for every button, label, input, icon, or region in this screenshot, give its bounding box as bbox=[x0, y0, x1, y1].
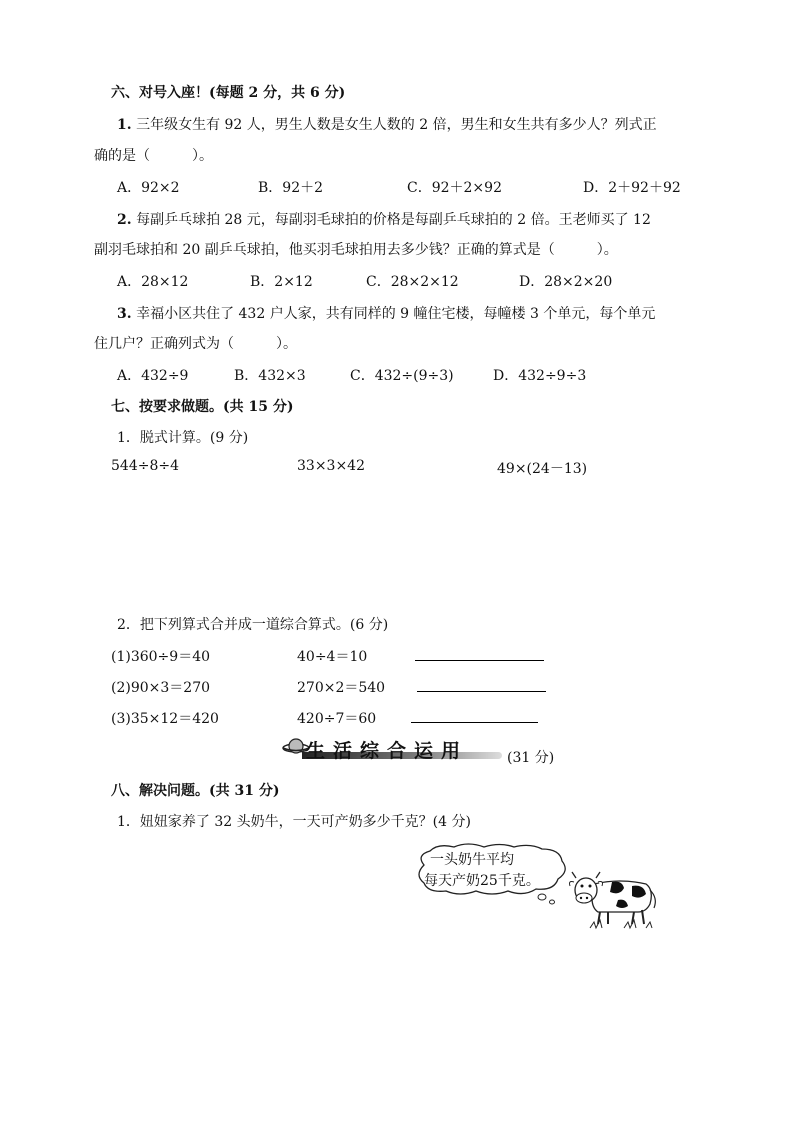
combine-row-2-a: (2)90×3＝270 bbox=[111, 680, 211, 696]
question-text: 三年级女生有 92 人，男生人数是女生人数的 2 倍，男生和女生共有多少人？列式正 bbox=[136, 117, 657, 133]
cow-icon bbox=[560, 868, 660, 930]
q2-option-b: B．2×12 bbox=[250, 274, 313, 290]
question-3-line-1 bbox=[117, 303, 655, 323]
banner-score: (31 分) bbox=[507, 750, 555, 766]
calc-expr-3: 49×(24－13) bbox=[497, 461, 588, 477]
q1-option-b: B．92＋2 bbox=[258, 180, 324, 196]
question-number: 1. bbox=[117, 117, 132, 133]
combine-label: 2．把下列算式合并成一道综合算式。(6 分) bbox=[117, 617, 389, 633]
answer-blank-3[interactable] bbox=[411, 722, 538, 723]
question-text: 每副乒乓球拍 28 元，每副羽毛球拍的价格是每副乒乓球拍的 2 倍。王老师买了 12 bbox=[136, 212, 651, 228]
question-3-line-2: 住几户？正确列式为（ ）。 bbox=[94, 336, 297, 352]
section-banner bbox=[282, 734, 512, 766]
question-1-line-2: 确的是（ ）。 bbox=[94, 148, 213, 164]
q3-option-b: B．432×3 bbox=[234, 368, 306, 384]
section-7-title: 七、按要求做题。(共 15 分) bbox=[111, 399, 294, 415]
calc-label: 1．脱式计算。(9 分) bbox=[117, 430, 249, 446]
question-1-line-1 bbox=[117, 114, 657, 134]
question-number: 2. bbox=[117, 212, 132, 228]
q2-option-a: A．28×12 bbox=[117, 274, 189, 290]
question-number: 3. bbox=[117, 306, 132, 322]
bubble-line-1: 一头奶牛平均 bbox=[430, 852, 514, 868]
combine-row-3-b: 420÷7＝60 bbox=[297, 711, 377, 727]
answer-blank-2[interactable] bbox=[417, 691, 546, 692]
question-text: 幸福小区共住了 432 户人家，共有同样的 9 幢住宅楼，每幢楼 3 个单元，每个单元 bbox=[136, 306, 656, 322]
calc-expr-2: 33×3×42 bbox=[297, 458, 365, 474]
problem-1-text: 1．妞妞家养了 32 头奶牛，一天可产奶多少千克？(4 分) bbox=[117, 814, 471, 830]
q3-option-d: D．432÷9÷3 bbox=[493, 368, 587, 384]
q1-option-d: D．2＋92＋92 bbox=[583, 180, 681, 196]
calc-expr-1: 544÷8÷4 bbox=[111, 458, 179, 474]
combine-row-1-a: (1)360÷9＝40 bbox=[111, 649, 211, 665]
combine-row-3-a: (3)35×12＝420 bbox=[111, 711, 219, 727]
q3-option-a: A．432÷9 bbox=[117, 368, 189, 384]
banner-title: 生活综合运用 bbox=[306, 740, 469, 762]
question-2-line-1 bbox=[117, 209, 651, 229]
combine-row-1-b: 40÷4＝10 bbox=[297, 649, 368, 665]
bubble-line-2: 每天产奶25千克。 bbox=[424, 873, 540, 889]
q1-option-a: A．92×2 bbox=[117, 180, 180, 196]
section-8-title: 八、解决问题。(共 31 分) bbox=[111, 783, 280, 799]
q3-option-c: C．432÷(9÷3) bbox=[350, 368, 454, 384]
section-6-title: 六、对号入座！(每题 2 分，共 6 分) bbox=[111, 85, 346, 101]
speech-bubble bbox=[412, 843, 570, 893]
question-2-line-2: 副羽毛球拍和 20 副乒乓球拍，他买羽毛球拍用去多少钱？正确的算式是（ ）。 bbox=[94, 242, 618, 258]
q2-option-d: D．28×2×20 bbox=[519, 274, 613, 290]
combine-row-2-b: 270×2＝540 bbox=[297, 680, 386, 696]
q1-option-c: C．92＋2×92 bbox=[407, 180, 502, 196]
answer-blank-1[interactable] bbox=[415, 660, 544, 661]
q2-option-c: C．28×2×12 bbox=[366, 274, 459, 290]
